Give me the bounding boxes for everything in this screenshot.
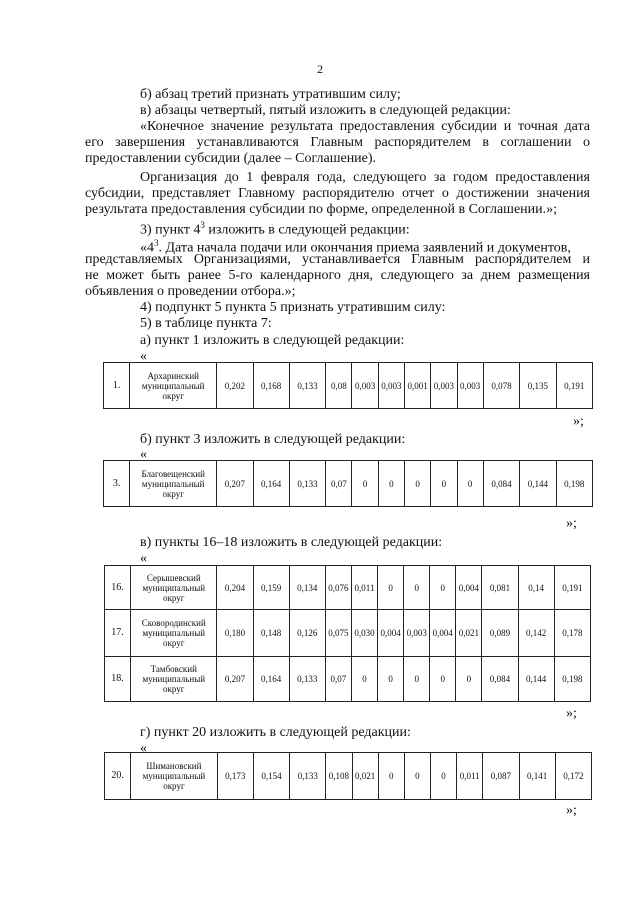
q3-text-post: . Дата начала подачи или окончания приема заявлений и документов, — [158, 240, 571, 256]
value-cell: 0,207 — [217, 461, 253, 507]
value-cell: 0,030 — [351, 610, 377, 657]
value-cell: 0,141 — [519, 753, 555, 800]
value-cell: 0,003 — [352, 363, 378, 409]
table-row — [105, 566, 591, 610]
paragraph-b: б) пункт 3 изложить в следующей редакции: — [140, 432, 406, 447]
table-rows-16-18 — [104, 565, 591, 702]
row-number-cell: 18. — [105, 657, 131, 702]
q3-text-pre: «4 — [140, 240, 154, 256]
value-cell: 0,07 — [325, 657, 351, 702]
table-row — [104, 363, 593, 409]
value-cell: 0,144 — [518, 657, 554, 702]
value-cell: 0,07 — [326, 461, 352, 507]
value-cell: 0 — [378, 753, 404, 800]
p3-superscript: 3 — [200, 220, 205, 230]
p3-text-pre: 3) пункт 4 — [140, 222, 201, 238]
value-cell: 0 — [405, 461, 431, 507]
value-cell: 0,159 — [253, 566, 289, 610]
value-cell: 0,004 — [430, 610, 456, 657]
quote3-line4: объявления о проведении отбора.»; — [85, 284, 296, 299]
value-cell: 0 — [351, 657, 377, 702]
value-cell: 0,168 — [253, 363, 289, 409]
value-cell: 0,191 — [556, 363, 592, 409]
value-cell: 0 — [378, 461, 404, 507]
value-cell: 0,164 — [253, 461, 289, 507]
quote2-line3: результата предоставления субсидии по форме, определенной в Соглашении.»; — [85, 202, 558, 217]
table-row — [105, 753, 592, 800]
value-cell: 0,198 — [554, 657, 590, 702]
q3-superscript: 3 — [154, 238, 159, 248]
value-cell: 0,078 — [483, 363, 519, 409]
value-cell: 0,089 — [482, 610, 518, 657]
row-number-cell: 17. — [105, 610, 131, 657]
quote-open-v: « — [140, 551, 147, 566]
paragraph-v45: в) абзацы четвертый, пятый изложить в следующей редакции: — [140, 103, 511, 118]
value-cell: 0,144 — [520, 461, 556, 507]
paragraph-g: г) пункт 20 изложить в следующей редакции: — [140, 725, 411, 740]
value-cell: 0,003 — [457, 363, 483, 409]
value-cell: 0 — [378, 657, 404, 702]
paragraph-5: 5) в таблице пункта 7: — [140, 316, 272, 331]
row-number-cell: 20. — [105, 753, 131, 800]
value-cell: 0,207 — [217, 657, 253, 702]
municipality-name-cell: Архаринский муниципальный округ — [130, 363, 217, 409]
quote-open-b: « — [140, 447, 147, 462]
table-row-1 — [103, 362, 593, 409]
quote2-line1: Организация до 1 февраля года, следующего за годом предоставления — [140, 170, 590, 185]
value-cell: 0 — [430, 657, 456, 702]
quote-close-a: »; — [573, 414, 584, 429]
value-cell: 0,001 — [405, 363, 431, 409]
value-cell: 0,180 — [217, 610, 253, 657]
value-cell: 0,148 — [253, 610, 289, 657]
value-cell: 0 — [430, 566, 456, 610]
value-cell: 0,08 — [326, 363, 352, 409]
value-cell: 0,173 — [217, 753, 253, 800]
value-cell: 0 — [404, 753, 430, 800]
value-cell: 0,133 — [289, 657, 325, 702]
value-cell: 0,011 — [351, 566, 377, 610]
municipality-name-cell: Благовещенский муниципальный округ — [130, 461, 217, 507]
value-cell: 0 — [378, 566, 404, 610]
value-cell: 0,108 — [326, 753, 352, 800]
row-number-cell: 16. — [105, 566, 131, 610]
value-cell: 0,003 — [378, 363, 404, 409]
value-cell: 0,134 — [289, 566, 325, 610]
value-cell: 0,084 — [483, 461, 519, 507]
value-cell: 0,076 — [325, 566, 351, 610]
table-row — [104, 461, 593, 507]
quote2-line2: субсидии, представляет Главному распорядителю отчет о достижении значения — [85, 186, 590, 201]
value-cell: 0,154 — [253, 753, 289, 800]
municipality-name-cell: Серышевский муниципальный округ — [131, 566, 217, 610]
paragraph-4: 4) подпункт 5 пункта 5 признать утратившим силу: — [140, 300, 446, 315]
quote3-line2: представляемых Организациями, устанавливается Главным распорядителем и — [85, 252, 590, 267]
municipality-name-cell: Шимановский муниципальный округ — [131, 753, 218, 800]
quote3-line3: не может быть ранее 5-го календарного дня, следующего за днем размещения — [85, 268, 590, 283]
value-cell: 0,191 — [554, 566, 590, 610]
paragraph-b3: б) абзац третий признать утратившим силу; — [140, 87, 401, 102]
municipality-name-cell: Сковородинский муниципальный округ — [131, 610, 217, 657]
page-number: 2 — [317, 62, 323, 76]
quote1-line2: его завершения устанавливаются Главным распорядителем в соглашении о — [85, 135, 590, 150]
table-row — [105, 610, 591, 657]
value-cell: 0,172 — [555, 753, 591, 800]
table-row — [105, 657, 591, 702]
value-cell: 0 — [430, 753, 456, 800]
value-cell: 0,202 — [217, 363, 253, 409]
value-cell: 0,133 — [289, 363, 325, 409]
quote-close-v: »; — [566, 706, 577, 721]
quote-close-g: »; — [566, 803, 577, 818]
value-cell: 0,004 — [378, 610, 404, 657]
value-cell: 0 — [431, 461, 457, 507]
table-row-3 — [103, 460, 593, 507]
value-cell: 0,198 — [556, 461, 592, 507]
value-cell: 0 — [404, 657, 430, 702]
value-cell: 0,204 — [217, 566, 253, 610]
quote-open-g: « — [140, 741, 147, 756]
value-cell: 0 — [456, 657, 482, 702]
value-cell: 0,081 — [482, 566, 518, 610]
value-cell: 0 — [404, 566, 430, 610]
quote1-line3: предоставлении субсидии (далее – Соглашение). — [85, 151, 377, 166]
value-cell: 0 — [457, 461, 483, 507]
value-cell: 0,004 — [456, 566, 482, 610]
municipality-name-cell: Тамбовский муниципальный округ — [131, 657, 217, 702]
value-cell: 0 — [352, 461, 378, 507]
value-cell: 0,003 — [404, 610, 430, 657]
value-cell: 0,142 — [518, 610, 554, 657]
value-cell: 0,126 — [289, 610, 325, 657]
value-cell: 0,011 — [457, 753, 483, 800]
value-cell: 0,003 — [431, 363, 457, 409]
paragraph-a: а) пункт 1 изложить в следующей редакции: — [140, 333, 405, 348]
row-number-cell: 3. — [104, 461, 130, 507]
value-cell: 0,084 — [482, 657, 518, 702]
value-cell: 0,021 — [352, 753, 378, 800]
quote-open-a: « — [140, 349, 147, 364]
value-cell: 0,135 — [520, 363, 556, 409]
row-number-cell: 1. — [104, 363, 130, 409]
paragraph-3 — [140, 218, 410, 238]
value-cell: 0,178 — [554, 610, 590, 657]
value-cell: 0,164 — [253, 657, 289, 702]
value-cell: 0,087 — [483, 753, 519, 800]
quote-close-b: »; — [566, 516, 577, 531]
paragraph-v: в) пункты 16–18 изложить в следующей редакции: — [140, 535, 443, 550]
quote1-line1: «Конечное значение результата предоставления субсидии и точная дата — [140, 119, 590, 134]
value-cell: 0,133 — [290, 753, 326, 800]
p3-text-post: изложить в следующей редакции: — [204, 222, 410, 238]
value-cell: 0,075 — [325, 610, 351, 657]
value-cell: 0,021 — [456, 610, 482, 657]
value-cell: 0,133 — [289, 461, 325, 507]
table-row-20 — [104, 752, 592, 800]
value-cell: 0,14 — [518, 566, 554, 610]
